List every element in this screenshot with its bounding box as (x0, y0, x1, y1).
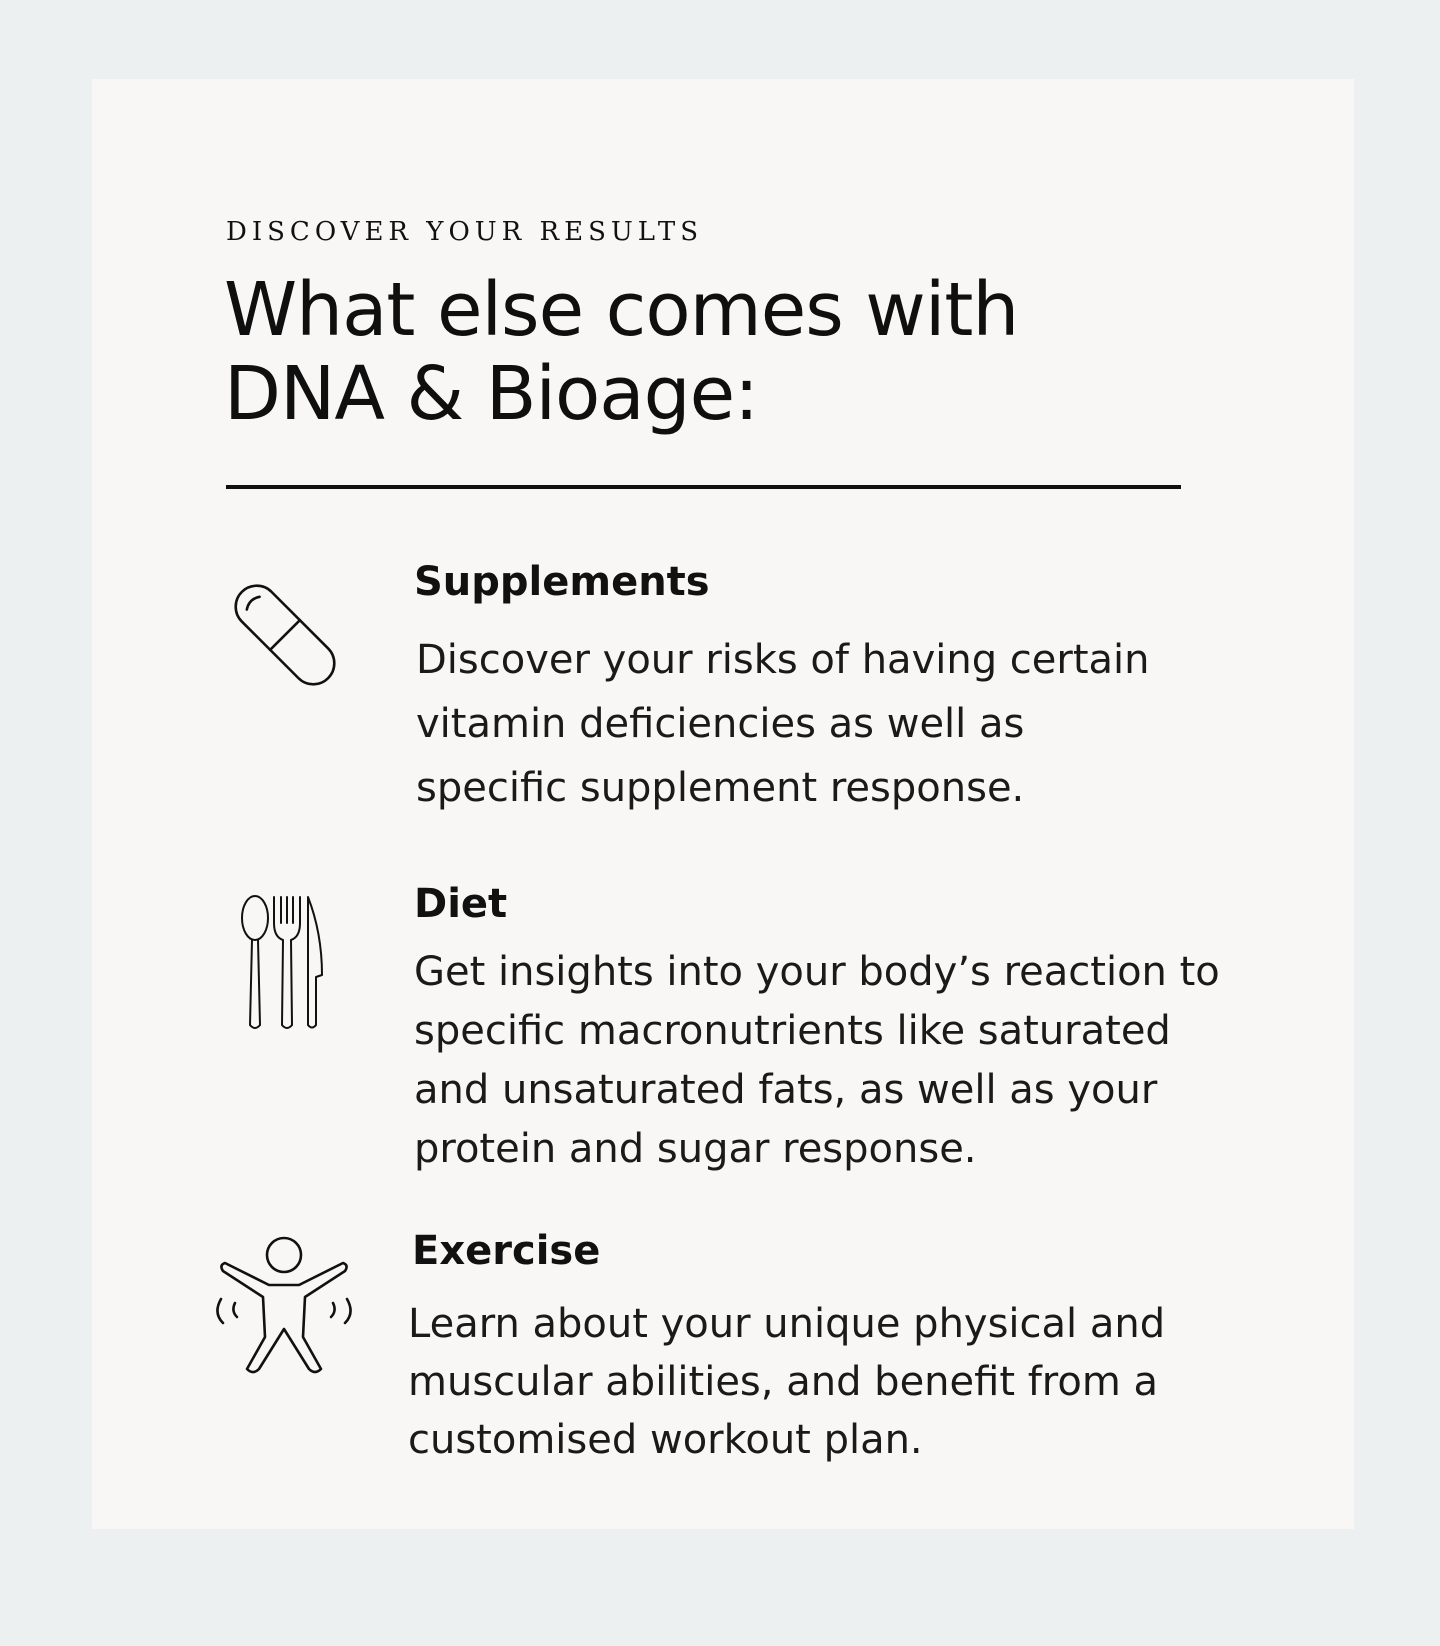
divider (226, 485, 1181, 489)
feature-text-line: Discover your risks of having certain (416, 637, 1150, 683)
feature-text-supplements (416, 628, 1150, 820)
section-headline (224, 268, 1124, 436)
feature-text-exercise (408, 1295, 1165, 1469)
feature-title-exercise: Exercise (412, 1228, 601, 1274)
cutlery-icon (238, 893, 334, 1033)
feature-text-line: protein and sugar response. (414, 1126, 977, 1172)
feature-title-supplements: Supplements (414, 559, 710, 605)
active-person-icon (213, 1233, 355, 1375)
feature-text-diet (414, 943, 1220, 1179)
feature-text-line: customised workout plan. (408, 1417, 923, 1463)
capsule-icon (226, 576, 344, 694)
feature-text-line: Learn about your unique physical and (408, 1301, 1166, 1347)
feature-text-line: muscular abilities, and benefit from a (408, 1359, 1159, 1405)
feature-text-line: vitamin deficiencies as well as (416, 701, 1025, 747)
section-eyebrow: DISCOVER YOUR RESULTS (226, 217, 704, 247)
feature-text-line: and unsaturated fats, as well as your (414, 1067, 1158, 1113)
feature-text-line: specific macronutrients like saturated (414, 1008, 1171, 1054)
feature-text-line: Get insights into your body’s reaction to (414, 949, 1220, 995)
headline-line: What else comes with (224, 267, 1019, 353)
headline-line: DNA & Bioage: (224, 351, 759, 437)
feature-title-diet: Diet (414, 881, 508, 927)
feature-text-line: specific supplement response. (416, 765, 1025, 811)
